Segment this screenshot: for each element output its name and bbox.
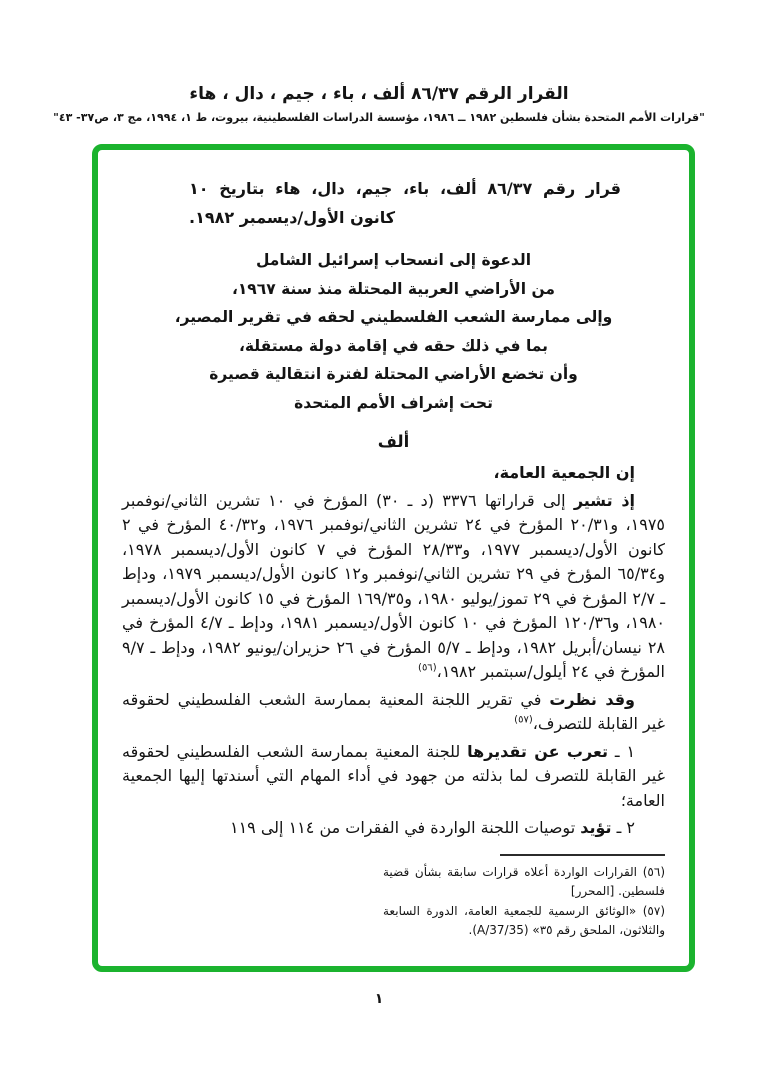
section-letter: ألف xyxy=(377,432,410,451)
scanned-page-content xyxy=(98,150,689,966)
paragraph-lead: وقد نظرت xyxy=(549,689,636,709)
paragraph-text: في تقرير اللجنة المعنية بممارسة الشعب الفلسطيني لحقوقه غير القابلة للتصرف، xyxy=(122,689,665,733)
paragraph-lead: إن الجمعية العامة، xyxy=(493,463,635,482)
paragraph-number: ١ ـ xyxy=(614,741,636,761)
footnote-ref: (٥٦) xyxy=(418,662,437,674)
header-resolution-title: القرار الرقم ٨٦/٣٧ ألف ، باء ، جيم ، دال ، هاء xyxy=(189,84,569,104)
preamble-line: الدعوة إلى انسحاب إسرائيل الشامل xyxy=(255,251,532,269)
footnote: (٥٧) «الوثائق الرسمية للجمعية العامة، الدورة السابعة والثلاثون، الملحق رقم ٣٥» (A/37/35). xyxy=(383,903,665,937)
header-source-citation: "قرارات الأمم المتحدة بشأن فلسطين ١٩٨٢ ــ ١٩٨٦، مؤسسة الدراسات الفلسطينية، بيروت، ط ١، ١٩٩٤، مج ٣، ص٣٧- ٤٣" xyxy=(53,111,705,124)
paragraph-lead: إذ تشير xyxy=(573,490,636,510)
body-paragraph xyxy=(122,740,665,814)
preamble-verse xyxy=(122,246,665,417)
preamble-line: بما في ذلك حقه في إقامة دولة مستقلة، xyxy=(239,336,548,355)
body-paragraph xyxy=(122,461,665,486)
footnote: (٥٦) القرارات الواردة أعلاه قرارات سابقة بشأن قضية فلسطين. [المحرر] xyxy=(383,864,665,898)
resolution-title: قرار رقم ٨٦/٣٧ ألف، باء، جيم، دال، هاء بتاريخ ١٠ كانون الأول/ديسمبر ١٩٨٢. xyxy=(189,179,622,227)
body-paragraph xyxy=(122,816,665,841)
footnote-ref: (٥٧) xyxy=(514,714,533,726)
paragraph-text: إلى قراراتها ٣٣٧٦ (د ـ ٣٠) المؤرخ في ١٠ تشرين الثاني/نوفمبر ١٩٧٥، و٢٠/٣١ المؤرخ في ٢٤ تشرين الثاني/نوفمبر ١٩٧٦، و٤٠/٣٢ المؤرخ في ٢ كانون الأول/ديسمبر ١٩٧٧، و٢٨/٣٣ المؤرخ في ٧ كانون الأول/ديسمبر ١٩٧٨، و٦٥/٣٤ المؤرخ في ٢٩ تشرين الثاني/نوفمبر و١٢ كانون الأول/ديسمبر ١٩٧٩، ودإط ـ ٢/٧ المؤرخ في ٢٩ تموز/يوليو ١٩٨٠، و١٦٩/٣٥ المؤرخ في ١٥ كانون الأول/ديسمبر ١٩٨٠، و١٢٠/٣٦ المؤرخ في ١٠ كانون الأول/ديسمبر ١٩٨١، ودإط ـ ٤/٧ المؤرخ في ٢٨ نيسان/أبريل ١٩٨٢، ودإط ـ ٥/٧ المؤرخ في ٢٦ حزيران/يونيو ١٩٨٢، ودإط ـ ٩/٧ المؤرخ في ٢٤ أيلول/سبتمبر ١٩٨٢، xyxy=(122,490,666,681)
body-paragraph xyxy=(122,688,665,737)
preamble-line: وأن تخضع الأراضي المحتلة لفترة انتقالية قصيرة xyxy=(209,365,578,383)
preamble-line: من الأراضي العربية المحتلة منذ سنة ١٩٦٧، xyxy=(231,279,556,298)
preamble-line: تحت إشراف الأمم المتحدة xyxy=(294,393,493,412)
page-number: ١ xyxy=(374,991,384,1007)
paragraph-lead: تعرب عن تقديرها xyxy=(467,741,608,761)
paragraph-text: توصيات اللجنة الواردة في الفقرات من ١١٤ إلى ١١٩ xyxy=(229,818,576,837)
footnote-separator xyxy=(500,854,665,856)
paragraph-lead: تؤيد xyxy=(580,818,612,837)
scanned-page-frame xyxy=(92,144,695,972)
paragraph-text: للجنة المعنية بممارسة الشعب الفلسطيني لحقوقه غير القابلة للتصرف لما بذلته من جهود في أداء المهام التي أسندتها إليها الجمعية العامة؛ xyxy=(122,741,665,810)
document-header xyxy=(0,84,758,124)
footnotes-block xyxy=(383,854,665,941)
paragraph-number: ٢ ـ xyxy=(616,818,635,837)
body-paragraph xyxy=(122,489,665,685)
preamble-line: وإلى ممارسة الشعب الفلسطيني لحقه في تقرير المصير، xyxy=(174,308,613,326)
